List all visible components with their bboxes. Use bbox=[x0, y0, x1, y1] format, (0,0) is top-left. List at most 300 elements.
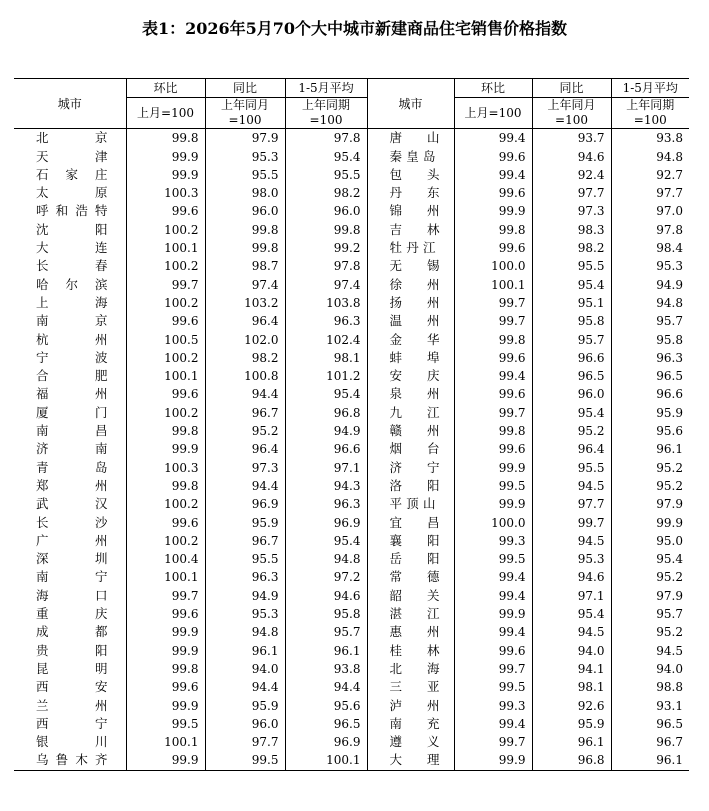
avg-value: 103.8 bbox=[285, 294, 367, 312]
mom-value: 99.9 bbox=[126, 697, 205, 715]
avg-value: 95.2 bbox=[611, 568, 689, 586]
mom-value: 100.2 bbox=[126, 221, 205, 239]
mom-value: 99.4 bbox=[454, 129, 532, 148]
city-name-left: 福 州 bbox=[36, 386, 108, 402]
yoy-value: 92.4 bbox=[532, 166, 611, 184]
avg-value: 100.1 bbox=[285, 751, 367, 770]
mom-value: 99.6 bbox=[454, 184, 532, 202]
mom-value: 100.1 bbox=[126, 239, 205, 257]
avg-value: 96.1 bbox=[285, 642, 367, 660]
mom-value: 100.2 bbox=[126, 294, 205, 312]
yoy-value: 99.8 bbox=[205, 239, 285, 257]
city-name-right: 吉 林 bbox=[367, 221, 454, 239]
mom-value: 99.9 bbox=[126, 623, 205, 641]
mom-value: 99.4 bbox=[454, 568, 532, 586]
mom-value: 99.6 bbox=[454, 148, 532, 166]
yoy-value: 95.4 bbox=[532, 276, 611, 294]
table-row bbox=[14, 367, 689, 385]
mom-value: 100.3 bbox=[126, 459, 205, 477]
city-name-left: 武 汉 bbox=[36, 496, 108, 512]
mom-value: 100.1 bbox=[126, 367, 205, 385]
city-name-left: 海 口 bbox=[36, 587, 108, 603]
city-name-right: 岳 阳 bbox=[367, 550, 454, 568]
yoy-value: 95.7 bbox=[532, 331, 611, 349]
table-row bbox=[14, 294, 689, 312]
avg-value: 98.1 bbox=[285, 349, 367, 367]
yoy-value: 95.1 bbox=[532, 294, 611, 312]
mom-value: 99.7 bbox=[454, 660, 532, 678]
mom-value: 99.6 bbox=[126, 385, 205, 403]
yoy-value: 96.8 bbox=[532, 751, 611, 770]
avg-value: 97.9 bbox=[611, 495, 689, 513]
yoy-value: 95.9 bbox=[532, 715, 611, 733]
avg-value: 93.1 bbox=[611, 697, 689, 715]
table-row bbox=[14, 166, 689, 184]
yoy-value: 96.7 bbox=[205, 532, 285, 550]
yoy-base-line1: 上年同月 bbox=[547, 98, 596, 113]
mom-value: 99.9 bbox=[126, 440, 205, 458]
mom-value: 99.6 bbox=[454, 239, 532, 257]
table-row bbox=[14, 715, 689, 733]
avg-value: 97.9 bbox=[611, 587, 689, 605]
avg-value: 95.4 bbox=[285, 532, 367, 550]
avg-value: 95.0 bbox=[611, 532, 689, 550]
mom-value: 100.3 bbox=[126, 184, 205, 202]
avg-value: 102.4 bbox=[285, 331, 367, 349]
mom-value: 99.8 bbox=[454, 221, 532, 239]
avg-value: 97.1 bbox=[285, 459, 367, 477]
avg-value: 94.8 bbox=[611, 294, 689, 312]
city-name-left: 厦 门 bbox=[36, 404, 108, 420]
mom-value: 99.6 bbox=[454, 642, 532, 660]
yoy-value: 96.0 bbox=[205, 715, 285, 733]
yoy-value: 95.3 bbox=[205, 605, 285, 623]
table-row bbox=[14, 697, 689, 715]
yoy-value: 99.5 bbox=[205, 751, 285, 770]
avg-header-left: 1-5月平均 bbox=[285, 79, 367, 98]
mom-value: 99.4 bbox=[454, 166, 532, 184]
mom-value: 99.8 bbox=[126, 660, 205, 678]
mom-value: 99.6 bbox=[126, 678, 205, 696]
mom-value: 99.6 bbox=[126, 312, 205, 330]
mom-value: 100.4 bbox=[126, 550, 205, 568]
yoy-base-left bbox=[205, 98, 285, 129]
yoy-value: 97.3 bbox=[205, 459, 285, 477]
city-name-right: 济 宁 bbox=[367, 459, 454, 477]
city-name-right: 平 顶 山 bbox=[367, 495, 454, 513]
table-row bbox=[14, 733, 689, 751]
avg-value: 97.8 bbox=[611, 221, 689, 239]
yoy-value: 95.5 bbox=[532, 459, 611, 477]
city-name-right: 无 锡 bbox=[367, 257, 454, 275]
yoy-value: 97.7 bbox=[532, 495, 611, 513]
mom-value: 99.5 bbox=[454, 477, 532, 495]
mom-value: 99.9 bbox=[454, 751, 532, 770]
city-name-right: 唐 山 bbox=[367, 129, 454, 148]
city-name-right: 遵 义 bbox=[367, 733, 454, 751]
mom-value: 99.9 bbox=[126, 166, 205, 184]
mom-value: 100.2 bbox=[126, 349, 205, 367]
city-name-left: 宁 波 bbox=[36, 349, 108, 365]
mom-value: 99.5 bbox=[126, 715, 205, 733]
table-row bbox=[14, 404, 689, 422]
yoy-value: 98.2 bbox=[205, 349, 285, 367]
mom-header-right: 环比 bbox=[454, 79, 532, 98]
mom-value: 99.8 bbox=[126, 129, 205, 148]
yoy-value: 94.9 bbox=[205, 587, 285, 605]
yoy-value: 97.7 bbox=[532, 184, 611, 202]
city-name-left: 深 圳 bbox=[36, 551, 108, 567]
avg-value: 95.6 bbox=[285, 697, 367, 715]
city-name-left: 长 春 bbox=[36, 258, 108, 274]
avg-value: 95.4 bbox=[285, 385, 367, 403]
yoy-value: 95.4 bbox=[532, 404, 611, 422]
avg-value: 96.3 bbox=[285, 495, 367, 513]
city-name-right: 大 理 bbox=[367, 751, 454, 770]
table-row bbox=[14, 221, 689, 239]
avg-base-line1: 上年同期 bbox=[626, 98, 675, 113]
avg-value: 95.2 bbox=[611, 459, 689, 477]
avg-value: 96.9 bbox=[285, 733, 367, 751]
mom-value: 100.1 bbox=[126, 568, 205, 586]
avg-value: 99.9 bbox=[611, 514, 689, 532]
table-row bbox=[14, 514, 689, 532]
table-row bbox=[14, 440, 689, 458]
table-row bbox=[14, 184, 689, 202]
yoy-value: 94.1 bbox=[532, 660, 611, 678]
avg-value: 96.0 bbox=[285, 202, 367, 220]
city-name-right: 襄 阳 bbox=[367, 532, 454, 550]
yoy-value: 97.3 bbox=[532, 202, 611, 220]
yoy-value: 94.5 bbox=[532, 623, 611, 641]
city-name-right: 锦 州 bbox=[367, 202, 454, 220]
city-name-left: 济 南 bbox=[36, 441, 108, 457]
yoy-value: 94.5 bbox=[532, 477, 611, 495]
mom-value: 99.7 bbox=[454, 404, 532, 422]
yoy-value: 95.3 bbox=[532, 550, 611, 568]
mom-value: 99.3 bbox=[454, 532, 532, 550]
yoy-value: 95.2 bbox=[205, 422, 285, 440]
city-name-left: 合 肥 bbox=[36, 368, 108, 384]
avg-value: 93.8 bbox=[611, 129, 689, 148]
avg-value: 96.5 bbox=[611, 367, 689, 385]
table-row bbox=[14, 312, 689, 330]
avg-value: 93.8 bbox=[285, 660, 367, 678]
city-name-left: 天 津 bbox=[36, 148, 108, 164]
table-row bbox=[14, 422, 689, 440]
city-name-left: 南 宁 bbox=[36, 569, 108, 585]
mom-value: 99.8 bbox=[454, 422, 532, 440]
mom-value: 99.4 bbox=[454, 715, 532, 733]
table-row bbox=[14, 642, 689, 660]
avg-value: 95.3 bbox=[611, 257, 689, 275]
yoy-value: 94.8 bbox=[205, 623, 285, 641]
yoy-value: 98.2 bbox=[532, 239, 611, 257]
yoy-value: 97.1 bbox=[532, 587, 611, 605]
yoy-value: 94.4 bbox=[205, 678, 285, 696]
city-name-left: 太 原 bbox=[36, 185, 108, 201]
avg-value: 97.4 bbox=[285, 276, 367, 294]
avg-value: 95.8 bbox=[285, 605, 367, 623]
avg-value: 98.2 bbox=[285, 184, 367, 202]
avg-value: 96.1 bbox=[611, 751, 689, 770]
yoy-value: 94.4 bbox=[205, 385, 285, 403]
city-name-right: 桂 林 bbox=[367, 642, 454, 660]
avg-value: 95.9 bbox=[611, 404, 689, 422]
avg-value: 95.6 bbox=[611, 422, 689, 440]
avg-value: 99.8 bbox=[285, 221, 367, 239]
mom-value: 99.7 bbox=[454, 733, 532, 751]
yoy-value: 98.0 bbox=[205, 184, 285, 202]
city-name-right: 三 亚 bbox=[367, 678, 454, 696]
city-name-left: 广 州 bbox=[36, 532, 108, 548]
table-row bbox=[14, 276, 689, 294]
city-header-right: 城市 bbox=[367, 79, 454, 129]
yoy-value: 94.6 bbox=[532, 148, 611, 166]
page-title: 表1：2026年5月70个大中城市新建商品住宅销售价格指数 bbox=[141, 19, 568, 38]
yoy-value: 98.7 bbox=[205, 257, 285, 275]
avg-value: 96.7 bbox=[611, 733, 689, 751]
yoy-value: 95.8 bbox=[532, 312, 611, 330]
yoy-value: 95.5 bbox=[532, 257, 611, 275]
yoy-value: 97.4 bbox=[205, 276, 285, 294]
yoy-value: 96.6 bbox=[532, 349, 611, 367]
city-name-left: 西 宁 bbox=[36, 715, 108, 731]
city-name-left: 北 京 bbox=[36, 130, 108, 146]
city-name-right: 丹 东 bbox=[367, 184, 454, 202]
price-index-table bbox=[14, 78, 689, 771]
yoy-value: 95.9 bbox=[205, 514, 285, 532]
city-name-left: 青 岛 bbox=[36, 459, 108, 475]
yoy-header-right: 同比 bbox=[532, 79, 611, 98]
avg-value: 97.8 bbox=[285, 129, 367, 148]
mom-value: 99.9 bbox=[126, 642, 205, 660]
avg-value: 97.8 bbox=[285, 257, 367, 275]
city-name-right: 常 德 bbox=[367, 568, 454, 586]
table-row bbox=[14, 257, 689, 275]
avg-base-line2: =100 bbox=[633, 113, 667, 128]
mom-value: 100.0 bbox=[454, 257, 532, 275]
mom-value: 100.1 bbox=[126, 733, 205, 751]
table-row bbox=[14, 605, 689, 623]
yoy-base-line2: =100 bbox=[555, 113, 588, 128]
avg-value: 101.2 bbox=[285, 367, 367, 385]
avg-value: 94.5 bbox=[611, 642, 689, 660]
table-row bbox=[14, 568, 689, 586]
table-row bbox=[14, 532, 689, 550]
table-row bbox=[14, 385, 689, 403]
city-name-right: 泉 州 bbox=[367, 385, 454, 403]
yoy-base-right bbox=[532, 98, 611, 129]
city-name-left: 成 都 bbox=[36, 624, 108, 640]
yoy-value: 94.0 bbox=[205, 660, 285, 678]
city-name-left: 西 安 bbox=[36, 679, 108, 695]
avg-value: 94.3 bbox=[285, 477, 367, 495]
yoy-value: 96.1 bbox=[532, 733, 611, 751]
avg-value: 95.4 bbox=[285, 148, 367, 166]
city-name-left: 沈 阳 bbox=[36, 221, 108, 237]
avg-value: 94.6 bbox=[285, 587, 367, 605]
avg-value: 95.2 bbox=[611, 623, 689, 641]
city-name-right: 南 充 bbox=[367, 715, 454, 733]
city-name-left: 银 川 bbox=[36, 734, 108, 750]
city-name-left: 贵 阳 bbox=[36, 642, 108, 658]
yoy-value: 96.9 bbox=[205, 495, 285, 513]
avg-value: 94.9 bbox=[611, 276, 689, 294]
city-name-right: 北 海 bbox=[367, 660, 454, 678]
city-name-left: 上 海 bbox=[36, 294, 108, 310]
table-row bbox=[14, 550, 689, 568]
city-name-left: 石 家 庄 bbox=[36, 166, 108, 182]
avg-base-right bbox=[611, 98, 689, 129]
yoy-value: 97.9 bbox=[205, 129, 285, 148]
table-row bbox=[14, 239, 689, 257]
mom-value: 99.9 bbox=[126, 148, 205, 166]
yoy-header-left: 同比 bbox=[205, 79, 285, 98]
yoy-value: 96.3 bbox=[205, 568, 285, 586]
avg-value: 94.0 bbox=[611, 660, 689, 678]
city-name-left: 杭 州 bbox=[36, 331, 108, 347]
yoy-value: 94.6 bbox=[532, 568, 611, 586]
yoy-base-line1: 上年同月 bbox=[220, 98, 269, 113]
avg-value: 94.8 bbox=[611, 148, 689, 166]
yoy-value: 100.8 bbox=[205, 367, 285, 385]
mom-value: 99.6 bbox=[126, 202, 205, 220]
avg-value: 95.7 bbox=[611, 605, 689, 623]
yoy-value: 96.0 bbox=[205, 202, 285, 220]
table-row bbox=[14, 751, 689, 770]
city-name-left: 呼和浩特 bbox=[36, 203, 108, 219]
mom-value: 99.9 bbox=[454, 202, 532, 220]
avg-value: 94.9 bbox=[285, 422, 367, 440]
avg-header-right: 1-5月平均 bbox=[611, 79, 689, 98]
table-row bbox=[14, 623, 689, 641]
yoy-value: 96.7 bbox=[205, 404, 285, 422]
avg-value: 96.5 bbox=[611, 715, 689, 733]
mom-value: 99.4 bbox=[454, 623, 532, 641]
mom-value: 99.6 bbox=[126, 514, 205, 532]
table-row bbox=[14, 202, 689, 220]
yoy-value: 95.3 bbox=[205, 148, 285, 166]
mom-value: 99.3 bbox=[454, 697, 532, 715]
city-name-right: 宜 昌 bbox=[367, 514, 454, 532]
table-row bbox=[14, 148, 689, 166]
mom-value: 99.6 bbox=[454, 349, 532, 367]
mom-value: 99.4 bbox=[454, 367, 532, 385]
avg-value: 96.1 bbox=[611, 440, 689, 458]
avg-value: 94.4 bbox=[285, 678, 367, 696]
mom-value: 100.0 bbox=[454, 514, 532, 532]
yoy-value: 95.9 bbox=[205, 697, 285, 715]
table-row bbox=[14, 495, 689, 513]
city-name-right: 金 华 bbox=[367, 331, 454, 349]
yoy-value: 94.4 bbox=[205, 477, 285, 495]
yoy-value: 98.3 bbox=[532, 221, 611, 239]
mom-value: 99.9 bbox=[454, 495, 532, 513]
city-name-left: 昆 明 bbox=[36, 660, 108, 676]
yoy-value: 96.4 bbox=[205, 312, 285, 330]
yoy-value: 92.6 bbox=[532, 697, 611, 715]
mom-value: 99.6 bbox=[126, 605, 205, 623]
city-name-left: 南 京 bbox=[36, 313, 108, 329]
mom-base-right: 上月=100 bbox=[454, 98, 532, 129]
mom-value: 99.5 bbox=[454, 550, 532, 568]
mom-value: 99.8 bbox=[126, 477, 205, 495]
header-row-group bbox=[14, 79, 689, 98]
city-name-right: 徐 州 bbox=[367, 276, 454, 294]
yoy-value: 96.1 bbox=[205, 642, 285, 660]
mom-value: 100.2 bbox=[126, 404, 205, 422]
yoy-value: 99.7 bbox=[532, 514, 611, 532]
city-name-right: 安 庆 bbox=[367, 367, 454, 385]
avg-value: 95.4 bbox=[611, 550, 689, 568]
mom-value: 99.9 bbox=[454, 459, 532, 477]
avg-value: 98.8 bbox=[611, 678, 689, 696]
avg-value: 96.6 bbox=[285, 440, 367, 458]
avg-value: 92.7 bbox=[611, 166, 689, 184]
avg-value: 96.3 bbox=[285, 312, 367, 330]
yoy-value: 96.5 bbox=[532, 367, 611, 385]
city-name-right: 赣 州 bbox=[367, 422, 454, 440]
city-name-right: 温 州 bbox=[367, 312, 454, 330]
avg-value: 97.0 bbox=[611, 202, 689, 220]
avg-base-line2: =100 bbox=[309, 113, 343, 128]
avg-value: 95.7 bbox=[611, 312, 689, 330]
yoy-value: 93.7 bbox=[532, 129, 611, 148]
mom-value: 99.8 bbox=[454, 331, 532, 349]
mom-value: 99.8 bbox=[126, 422, 205, 440]
table-row bbox=[14, 587, 689, 605]
avg-value: 96.5 bbox=[285, 715, 367, 733]
mom-value: 100.5 bbox=[126, 331, 205, 349]
yoy-value: 95.2 bbox=[532, 422, 611, 440]
yoy-value: 96.4 bbox=[205, 440, 285, 458]
mom-value: 99.7 bbox=[126, 276, 205, 294]
city-name-left: 大 连 bbox=[36, 240, 108, 256]
avg-base-line1: 上年同期 bbox=[301, 98, 350, 113]
city-name-left: 哈 尔 滨 bbox=[36, 276, 108, 292]
avg-value: 95.8 bbox=[611, 331, 689, 349]
avg-value: 97.2 bbox=[285, 568, 367, 586]
avg-value: 95.5 bbox=[285, 166, 367, 184]
city-name-right: 包 头 bbox=[367, 166, 454, 184]
table-row bbox=[14, 331, 689, 349]
avg-value: 95.7 bbox=[285, 623, 367, 641]
yoy-value: 97.7 bbox=[205, 733, 285, 751]
yoy-base-line2: =100 bbox=[228, 113, 262, 128]
city-name-left: 兰 州 bbox=[36, 697, 108, 713]
mom-value: 99.5 bbox=[454, 678, 532, 696]
table-row bbox=[14, 477, 689, 495]
avg-value: 94.8 bbox=[285, 550, 367, 568]
mom-value: 100.2 bbox=[126, 532, 205, 550]
yoy-value: 95.5 bbox=[205, 166, 285, 184]
yoy-value: 95.5 bbox=[205, 550, 285, 568]
mom-base-left: 上月=100 bbox=[126, 98, 205, 129]
avg-value: 97.7 bbox=[611, 184, 689, 202]
mom-value: 100.2 bbox=[126, 257, 205, 275]
city-name-right: 湛 江 bbox=[367, 605, 454, 623]
city-name-left: 郑 州 bbox=[36, 477, 108, 493]
mom-value: 99.7 bbox=[126, 587, 205, 605]
avg-value: 95.2 bbox=[611, 477, 689, 495]
mom-value: 99.9 bbox=[126, 751, 205, 770]
city-name-right: 秦 皇 岛 bbox=[367, 148, 454, 166]
yoy-value: 96.0 bbox=[532, 385, 611, 403]
avg-value: 96.9 bbox=[285, 514, 367, 532]
mom-value: 99.6 bbox=[454, 385, 532, 403]
yoy-value: 99.8 bbox=[205, 221, 285, 239]
